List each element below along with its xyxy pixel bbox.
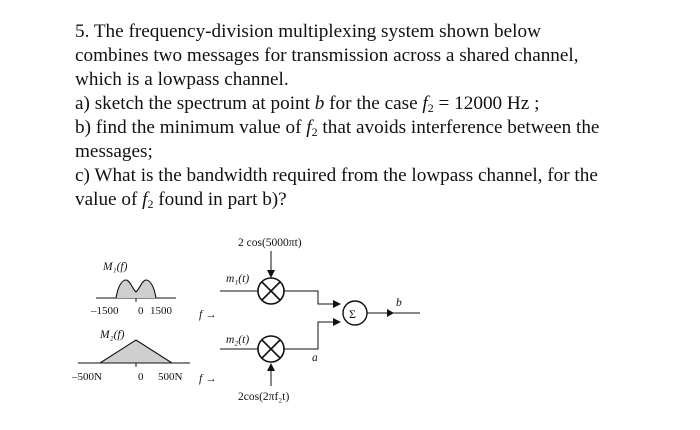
- f2-subscript: 2: [147, 197, 154, 211]
- spectrum-m2-shape: [100, 340, 172, 363]
- part-b-text-end: that avoids interference between the: [317, 117, 600, 138]
- spectrum-m1: [90, 261, 217, 321]
- spectrum-m1-label: M₁(f): [103, 261, 128, 273]
- spectrum-m1-shape: [116, 280, 156, 298]
- point-b-symbol: b: [314, 93, 325, 114]
- problem-line-3: which is a lowpass channel.: [75, 69, 289, 90]
- upper-branch-line: [284, 291, 340, 304]
- part-a-value: = 12000 Hz ;: [433, 93, 540, 114]
- f2-subscript: 2: [311, 125, 318, 139]
- spectrum-m2: [71, 329, 217, 385]
- summer-symbol: Σ: [349, 307, 356, 321]
- m2-label: m₂(t): [226, 334, 250, 346]
- problem-line-1: 5. The frequency-division multiplexing system shown below: [75, 21, 541, 42]
- f2-symbol: f: [422, 93, 428, 114]
- point-b-label: b: [396, 297, 402, 309]
- spectrum-m2-tick-zero: 0: [138, 371, 144, 383]
- multiplier-2: [258, 336, 284, 362]
- m1-label: m₁(t): [226, 273, 250, 285]
- f2-symbol: f: [306, 117, 312, 138]
- lower-branch-line: [284, 322, 340, 349]
- spectrum-m2-tick-left: –500N: [72, 371, 102, 383]
- part-c-text-end: found in part b)?: [153, 189, 287, 210]
- spectrum-m2-axis-label: f →: [199, 373, 217, 385]
- spectrum-m1-tick-left: –1500: [91, 305, 119, 317]
- part-a-text-mid: for the case: [324, 93, 423, 114]
- f2-symbol: f: [142, 189, 148, 210]
- part-c: c) What is the bandwidth required from the lowpass channel, for the: [75, 165, 598, 186]
- spectrum-m2-tick-right: 500N: [158, 371, 183, 383]
- part-a-text: a) sketch the spectrum at point: [75, 93, 315, 114]
- point-a-label: a: [312, 352, 318, 364]
- spectrum-m1-tick-right: 1500: [150, 305, 172, 317]
- part-c-text: value of: [75, 189, 143, 210]
- multiplier-1: [258, 278, 284, 304]
- spectrum-m1-axis-label: f →: [199, 309, 217, 321]
- output-arrow: [387, 309, 394, 317]
- f2-subscript: 2: [427, 101, 434, 115]
- carrier-2-label: 2cos(2πf₂t): [238, 391, 290, 403]
- spectrum-m2-label: M₂(f): [100, 329, 125, 341]
- part-b-line-2: messages;: [75, 141, 153, 162]
- problem-line-2: combines two messages for transmission across a shared channel,: [75, 45, 579, 66]
- part-b-text: b) find the minimum value of: [75, 117, 307, 138]
- spectrum-m1-tick-zero: 0: [138, 305, 144, 317]
- carrier-1-label: 2 cos(5000πt): [238, 237, 302, 249]
